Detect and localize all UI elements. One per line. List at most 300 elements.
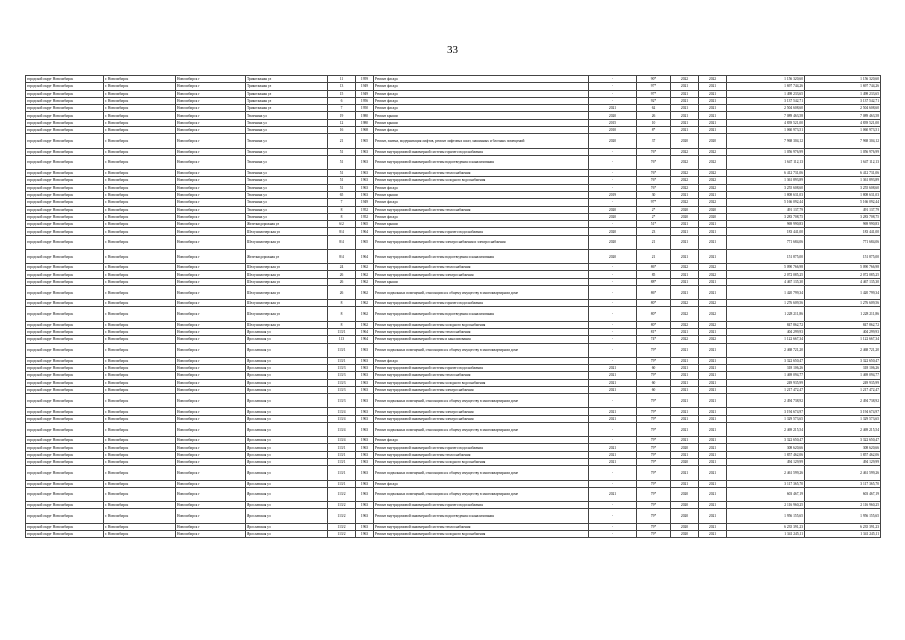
build-year-cell: 1980 — [356, 112, 374, 119]
plan-start-year-cell: 2021 — [671, 228, 699, 235]
work-type-cell: Ремонт подвальных помещений, относящихся к общему имуществу в многоквартирном доме — [374, 466, 589, 480]
house-number-cell: 113/4 — [328, 423, 356, 437]
settlement-cell: г. Новосибирск — [104, 170, 176, 177]
settlement-cell: г. Новосибирск — [104, 451, 176, 458]
street-cell: Трикотажная ул — [246, 76, 328, 83]
house-number-cell: 7 — [328, 105, 356, 112]
plan-end-year-cell: 2021 — [699, 523, 727, 530]
settlement-cell: г. Новосибирск — [104, 300, 176, 307]
house-number-cell: 51 — [328, 184, 356, 191]
house-number-cell: 8 — [328, 307, 356, 321]
street-cell: Тюленина ул — [246, 199, 328, 206]
cost-cell: 1 420 799,34 — [727, 285, 805, 299]
build-year-cell: 1963 — [356, 177, 374, 184]
house-number-cell: 13 — [328, 83, 356, 90]
cost-cell: 1 122 667,34 — [727, 336, 805, 343]
work-type-cell: Ремонт внутридомовой инженерной системы горячего водоснабжения — [374, 365, 589, 372]
cost-cell: 1 498 233,65 — [727, 90, 805, 97]
last-repair-year-cell: - — [589, 357, 637, 364]
plan-end-year-cell: 2021 — [699, 357, 727, 364]
street-cell: Трикотажная ул — [246, 83, 328, 90]
street-cell: Шелушилочерская ул — [246, 300, 328, 307]
cost-total-cell: 1 060 973,51 — [805, 127, 881, 134]
plan-end-year-cell: 2021 — [699, 444, 727, 451]
table-row — [26, 170, 881, 177]
cost-total-cell: 404 299,93 — [805, 328, 881, 335]
build-year-cell: 1962 — [356, 278, 374, 285]
plan-start-year-cell: 2021 — [671, 365, 699, 372]
plan-end-year-cell: 2021 — [699, 119, 727, 126]
plan-start-year-cell: 2021 — [671, 423, 699, 437]
municipality-cell: городской округ Новосибирск — [26, 487, 104, 501]
build-year-cell: 1962 — [356, 271, 374, 278]
wear-percent-cell: 90* — [637, 76, 671, 83]
locality-cell: Новосибирск г — [176, 444, 246, 451]
build-year-cell: 1962 — [356, 300, 374, 307]
work-type-cell: Ремонт внутридомовой инженерной системы холодного водоснабжения — [374, 321, 589, 328]
last-repair-year-cell: 2020 — [589, 228, 637, 235]
table-row — [26, 184, 881, 191]
build-year-cell: 1963 — [356, 415, 374, 422]
plan-end-year-cell: 2021 — [699, 487, 727, 501]
cost-total-cell: 2 494 738,92 — [805, 394, 881, 408]
build-year-cell: 1963 — [356, 408, 374, 415]
plan-start-year-cell: 2021 — [671, 394, 699, 408]
street-cell: Шелушилочерская ул — [246, 278, 328, 285]
house-number-cell: 24 — [328, 264, 356, 271]
house-number-cell: 21 — [328, 134, 356, 148]
wear-percent-cell: 79* — [637, 487, 671, 501]
cost-total-cell: 1 276 609,56 — [805, 300, 881, 307]
table-row — [26, 177, 881, 184]
settlement-cell: г. Новосибирск — [104, 365, 176, 372]
build-year-cell: 1963 — [356, 523, 374, 530]
work-type-cell: Ремонт крыши — [374, 221, 589, 228]
locality-cell: Новосибирск г — [176, 394, 246, 408]
street-cell: Шелушилочерская ул — [246, 271, 328, 278]
plan-start-year-cell: 2020 — [671, 530, 699, 537]
cost-total-cell: 1 498 233,65 — [805, 90, 881, 97]
last-repair-year-cell: - — [589, 307, 637, 321]
municipality-cell: городской округ Новосибирск — [26, 155, 104, 169]
table-row — [26, 83, 881, 90]
cost-total-cell: 1 647 112,13 — [805, 155, 881, 169]
street-cell: Ярославская ул — [246, 415, 328, 422]
last-repair-year-cell: - — [589, 170, 637, 177]
settlement-cell: г. Новосибирск — [104, 76, 176, 83]
street-cell: Ярославская ул — [246, 466, 328, 480]
table-row — [26, 119, 881, 126]
settlement-cell: г. Новосибирск — [104, 487, 176, 501]
wear-percent-cell: 79* — [637, 523, 671, 530]
house-number-cell: 26 — [328, 271, 356, 278]
table-row — [26, 127, 881, 134]
wear-percent-cell: 10 — [637, 119, 671, 126]
settlement-cell: г. Новосибирск — [104, 90, 176, 97]
municipality-cell: городской округ Новосибирск — [26, 199, 104, 206]
table-row — [26, 249, 881, 263]
plan-end-year-cell: 2022 — [699, 184, 727, 191]
municipality-cell: городской округ Новосибирск — [26, 523, 104, 530]
house-number-cell: 113/2 — [328, 509, 356, 523]
last-repair-year-cell: - — [589, 278, 637, 285]
cost-total-cell: 969 990,83 — [805, 221, 881, 228]
locality-cell: Новосибирск г — [176, 264, 246, 271]
municipality-cell: городской округ Новосибирск — [26, 480, 104, 487]
cost-cell: 3 322 650,47 — [727, 357, 805, 364]
last-repair-year-cell: 2021 — [589, 365, 637, 372]
work-type-cell: Ремонт внутридомовой инженерной системы электроснабжения и электроснабжения — [374, 235, 589, 249]
municipality-cell: городской округ Новосибирск — [26, 105, 104, 112]
wear-percent-cell: 88* — [637, 278, 671, 285]
locality-cell: Новосибирск г — [176, 97, 246, 104]
build-year-cell: 1963 — [356, 365, 374, 372]
table-row — [26, 307, 881, 321]
house-number-cell: 113/3 — [328, 394, 356, 408]
plan-start-year-cell: 2022 — [671, 76, 699, 83]
plan-end-year-cell: 2022 — [699, 336, 727, 343]
last-repair-year-cell: - — [589, 177, 637, 184]
settlement-cell: г. Новосибирск — [104, 408, 176, 415]
cost-total-cell: 1 341 245,11 — [805, 530, 881, 537]
table-row — [26, 112, 881, 119]
work-type-cell: Ремонт внутридомовой инженерной системы теплоснабжения — [374, 328, 589, 335]
table-row — [26, 90, 881, 97]
house-number-cell: 113/3 — [328, 386, 356, 393]
locality-cell: Новосибирск г — [176, 502, 246, 509]
plan-start-year-cell: 2022 — [671, 307, 699, 321]
house-number-cell: 113/2 — [328, 530, 356, 537]
settlement-cell: г. Новосибирск — [104, 134, 176, 148]
wear-percent-cell: 79* — [637, 451, 671, 458]
street-cell: Шелушилочерская ул — [246, 228, 328, 235]
cost-cell: 5 166 092,44 — [727, 199, 805, 206]
cost-total-cell: 1 857 462,06 — [805, 451, 881, 458]
municipality-cell: городской округ Новосибирск — [26, 372, 104, 379]
last-repair-year-cell: - — [589, 155, 637, 169]
plan-start-year-cell: 2021 — [671, 357, 699, 364]
table-row — [26, 509, 881, 523]
table-row — [26, 379, 881, 386]
street-cell: Тюленина ул — [246, 206, 328, 213]
house-number-cell: 113/3 — [328, 365, 356, 372]
municipality-cell: городской округ Новосибирск — [26, 184, 104, 191]
street-cell: Тюленина ул — [246, 119, 328, 126]
plan-start-year-cell: 2020 — [671, 206, 699, 213]
last-repair-year-cell: - — [589, 221, 637, 228]
street-cell: Тюленина ул — [246, 127, 328, 134]
street-cell: Тюленина ул — [246, 191, 328, 198]
plan-start-year-cell: 2021 — [671, 112, 699, 119]
plan-start-year-cell: 2021 — [671, 235, 699, 249]
wear-percent-cell: 97* — [637, 90, 671, 97]
municipality-cell: городской округ Новосибирск — [26, 83, 104, 90]
cost-total-cell: 3 322 650,47 — [805, 357, 881, 364]
settlement-cell: г. Новосибирск — [104, 444, 176, 451]
cost-total-cell: 2 468 721,20 — [805, 343, 881, 357]
build-year-cell: 1963 — [356, 509, 374, 523]
build-year-cell: 1963 — [356, 155, 374, 169]
table-row — [26, 300, 881, 307]
wear-percent-cell: 8* — [637, 127, 671, 134]
plan-end-year-cell: 2022 — [699, 264, 727, 271]
wear-percent-cell: 62 — [637, 105, 671, 112]
plan-start-year-cell: 2022 — [671, 170, 699, 177]
wear-percent-cell: 79* — [637, 437, 671, 444]
municipality-cell: городской округ Новосибирск — [26, 459, 104, 466]
table-row — [26, 235, 881, 249]
work-type-cell: Ремонт внутридомовой инженерной системы электроснабжения — [374, 271, 589, 278]
cost-total-cell: 1 420 799,34 — [805, 285, 881, 299]
cost-total-cell: 494 129,99 — [805, 459, 881, 466]
work-type-cell: Ремонт фасада — [374, 90, 589, 97]
table-row — [26, 321, 881, 328]
build-year-cell: 1963 — [356, 357, 374, 364]
locality-cell: Новосибирск г — [176, 221, 246, 228]
wear-percent-cell: 80* — [637, 321, 671, 328]
street-cell: Ярославская ул — [246, 408, 328, 415]
cost-total-cell: 1 329 573,65 — [805, 415, 881, 422]
cost-cell: 1 857 462,06 — [727, 451, 805, 458]
cost-cell: 1 217 472,47 — [727, 386, 805, 393]
cost-cell: 3 137 542,71 — [727, 97, 805, 104]
plan-end-year-cell: 2022 — [699, 271, 727, 278]
settlement-cell: г. Новосибирск — [104, 328, 176, 335]
work-type-cell: Ремонт внутридомовой инженерной системы холодного водоснабжения — [374, 177, 589, 184]
plan-end-year-cell: 2022 — [699, 307, 727, 321]
cost-total-cell: 4 839 521,00 — [805, 119, 881, 126]
build-year-cell: 1952 — [356, 206, 374, 213]
cost-total-cell: 6 412 731,06 — [805, 170, 881, 177]
cost-total-cell: 1 122 667,34 — [805, 336, 881, 343]
plan-start-year-cell: 2021 — [671, 451, 699, 458]
plan-start-year-cell: 2021 — [671, 285, 699, 299]
work-type-cell: Ремонт фасада — [374, 127, 589, 134]
house-number-cell: 8 — [328, 213, 356, 220]
municipality-cell: городской округ Новосибирск — [26, 249, 104, 263]
street-cell: Ярославская ул — [246, 386, 328, 393]
municipality-cell: городской округ Новосибирск — [26, 502, 104, 509]
table-row — [26, 480, 881, 487]
municipality-cell: городской округ Новосибирск — [26, 394, 104, 408]
cost-cell: 1 361 893,89 — [727, 177, 805, 184]
build-year-cell: 1963 — [356, 191, 374, 198]
plan-start-year-cell: 2021 — [671, 466, 699, 480]
wear-percent-cell: 80* — [637, 300, 671, 307]
wear-percent-cell: 79* — [637, 530, 671, 537]
cost-cell: 151 875,00 — [727, 249, 805, 263]
cost-total-cell: 183 441,00 — [805, 228, 881, 235]
plan-end-year-cell: 2021 — [699, 394, 727, 408]
municipality-cell: городской округ Новосибирск — [26, 285, 104, 299]
plan-start-year-cell: 2022 — [671, 336, 699, 343]
work-type-cell: Ремонт внутридомовой инженерной системы теплоснабжения — [374, 206, 589, 213]
locality-cell: Новосибирск г — [176, 199, 246, 206]
page-number: 33 — [447, 44, 458, 56]
cost-total-cell: 1 808 631,03 — [805, 191, 881, 198]
plan-start-year-cell: 2021 — [671, 249, 699, 263]
street-cell: Ярославская ул — [246, 502, 328, 509]
plan-start-year-cell: 2020 — [671, 134, 699, 148]
last-repair-year-cell: - — [589, 328, 637, 335]
house-number-cell: 51 — [328, 155, 356, 169]
municipality-cell: городской округ Новосибирск — [26, 321, 104, 328]
cost-total-cell: 1 469 094,77 — [805, 372, 881, 379]
locality-cell: Новосибирск г — [176, 105, 246, 112]
plan-end-year-cell: 2021 — [699, 372, 727, 379]
settlement-cell: г. Новосибирск — [104, 127, 176, 134]
plan-end-year-cell: 2020 — [699, 134, 727, 148]
work-type-cell: Ремонт внутридомовой инженерной системы горячего водоснабжения — [374, 300, 589, 307]
locality-cell: Новосибирск г — [176, 328, 246, 335]
wear-percent-cell: 79* — [637, 502, 671, 509]
table-row — [26, 487, 881, 501]
wear-percent-cell: 2* — [637, 206, 671, 213]
municipality-cell: городской округ Новосибирск — [26, 509, 104, 523]
work-type-cell: Ремонт внутридомовой инженерной системы водоотведения и канализования — [374, 307, 589, 321]
settlement-cell: г. Новосибирск — [104, 321, 176, 328]
work-type-cell: Ремонт внутридомовой инженерной системы теплоснабжения — [374, 264, 589, 271]
municipality-cell: городской округ Новосибирск — [26, 177, 104, 184]
work-type-cell: Ремонт крыши — [374, 191, 589, 198]
cost-cell: 3 194 674,97 — [727, 408, 805, 415]
table-row — [26, 336, 881, 343]
build-year-cell: 1950 — [356, 105, 374, 112]
street-cell: Ярославская ул — [246, 451, 328, 458]
municipality-cell: городской округ Новосибирск — [26, 221, 104, 228]
street-cell: Железнодорожная ул — [246, 221, 328, 228]
settlement-cell: г. Новосибирск — [104, 112, 176, 119]
plan-end-year-cell: 2022 — [699, 76, 727, 83]
table-row — [26, 459, 881, 466]
work-type-cell: Ремонт внутридомовой инженерной системы водоотведения и канализования — [374, 249, 589, 263]
wear-percent-cell: 79* — [637, 394, 671, 408]
street-cell: Ярославская ул — [246, 487, 328, 501]
settlement-cell: г. Новосибирск — [104, 206, 176, 213]
locality-cell: Новосибирск г — [176, 437, 246, 444]
table-row — [26, 213, 881, 220]
locality-cell: Новосибирск г — [176, 177, 246, 184]
table-row — [26, 415, 881, 422]
work-type-cell: Ремонт внутридомовой инженерной системы водоотведения и канализования — [374, 155, 589, 169]
plan-start-year-cell: 2022 — [671, 199, 699, 206]
wear-percent-cell: 97* — [637, 83, 671, 90]
last-repair-year-cell: 2010 — [589, 127, 637, 134]
plan-end-year-cell: 2021 — [699, 83, 727, 90]
last-repair-year-cell: 2021 — [589, 451, 637, 458]
table-row — [26, 278, 881, 285]
work-type-cell: Ремонт внутридомовой инженерной системы и канализования — [374, 336, 589, 343]
cost-cell: 1 228 211,86 — [727, 307, 805, 321]
last-repair-year-cell: 2021 — [589, 459, 637, 466]
cost-total-cell: 3 137 542,71 — [805, 97, 881, 104]
municipality-cell: городской округ Новосибирск — [26, 357, 104, 364]
cost-total-cell: 1 697 744,26 — [805, 83, 881, 90]
locality-cell: Новосибирск г — [176, 423, 246, 437]
last-repair-year-cell: - — [589, 321, 637, 328]
cost-total-cell: 847 862,72 — [805, 321, 881, 328]
locality-cell: Новосибирск г — [176, 184, 246, 191]
wear-percent-cell: 21 — [637, 235, 671, 249]
plan-end-year-cell: 2021 — [699, 112, 727, 119]
build-year-cell: 1963 — [356, 451, 374, 458]
build-year-cell: 1952 — [356, 213, 374, 220]
work-type-cell: Ремонт подвальных помещений, относящихся к общему имуществу в многоквартирном доме — [374, 394, 589, 408]
plan-end-year-cell: 2021 — [699, 451, 727, 458]
cost-total-cell: 2 469 215,54 — [805, 423, 881, 437]
cost-cell: 1 056 976,99 — [727, 148, 805, 155]
cost-cell: 5 090 766,98 — [727, 264, 805, 271]
table-row — [26, 191, 881, 198]
work-type-cell: Ремонт внутридомовой инженерной системы холодного водоснабжения — [374, 379, 589, 386]
plan-start-year-cell: 2022 — [671, 155, 699, 169]
table-row — [26, 466, 881, 480]
last-repair-year-cell: - — [589, 480, 637, 487]
last-repair-year-cell: - — [589, 530, 637, 537]
work-type-cell: Ремонт фасада — [374, 437, 589, 444]
street-cell: Ярославская ул — [246, 365, 328, 372]
cost-cell: 2 469 215,54 — [727, 423, 805, 437]
settlement-cell: г. Новосибирск — [104, 379, 176, 386]
plan-start-year-cell: 2021 — [671, 379, 699, 386]
street-cell: Ярославская ул — [246, 444, 328, 451]
work-type-cell: Ремонт фасада — [374, 184, 589, 191]
last-repair-year-cell: 2020 — [589, 206, 637, 213]
build-year-cell: 1963 — [356, 437, 374, 444]
plan-end-year-cell: 2021 — [699, 509, 727, 523]
house-number-cell: 16 — [328, 127, 356, 134]
settlement-cell: г. Новосибирск — [104, 357, 176, 364]
settlement-cell: г. Новосибирск — [104, 386, 176, 393]
last-repair-year-cell: - — [589, 285, 637, 299]
work-type-cell: Ремонт фасада — [374, 105, 589, 112]
table-row — [26, 530, 881, 537]
cost-cell: 1 647 112,13 — [727, 155, 805, 169]
wear-percent-cell: 21 — [637, 249, 671, 263]
work-type-cell: Ремонт крыши — [374, 112, 589, 119]
municipality-cell: городской округ Новосибирск — [26, 379, 104, 386]
last-repair-year-cell: 2021 — [589, 105, 637, 112]
house-number-cell: 8/4 — [328, 235, 356, 249]
capital-repair-table — [25, 75, 881, 538]
work-type-cell: Ремонт подвальных помещений, относящихся к общему имуществу в многоквартирном доме — [374, 487, 589, 501]
house-number-cell: 15 — [328, 90, 356, 97]
cost-total-cell: 308 620,66 — [805, 444, 881, 451]
plan-end-year-cell: 2021 — [699, 502, 727, 509]
locality-cell: Новосибирск г — [176, 487, 246, 501]
locality-cell: Новосибирск г — [176, 148, 246, 155]
locality-cell: Новосибирск г — [176, 83, 246, 90]
settlement-cell: г. Новосибирск — [104, 415, 176, 422]
locality-cell: Новосибирск г — [176, 357, 246, 364]
wear-percent-cell: 79* — [637, 415, 671, 422]
cost-total-cell: 2 461 599,26 — [805, 466, 881, 480]
plan-end-year-cell: 2021 — [699, 191, 727, 198]
settlement-cell: г. Новосибирск — [104, 105, 176, 112]
municipality-cell: городской округ Новосибирск — [26, 271, 104, 278]
plan-start-year-cell: 2022 — [671, 177, 699, 184]
street-cell: Ярославская ул — [246, 372, 328, 379]
municipality-cell: городской округ Новосибирск — [26, 278, 104, 285]
wear-percent-cell: 81* — [637, 328, 671, 335]
plan-end-year-cell: 2022 — [699, 155, 727, 169]
street-cell: Ярославская ул — [246, 480, 328, 487]
build-year-cell: 1949 — [356, 90, 374, 97]
last-repair-year-cell: - — [589, 83, 637, 90]
street-cell: Шелушилочерская ул — [246, 321, 328, 328]
build-year-cell: 1964 — [356, 328, 374, 335]
plan-end-year-cell: 2021 — [699, 343, 727, 357]
